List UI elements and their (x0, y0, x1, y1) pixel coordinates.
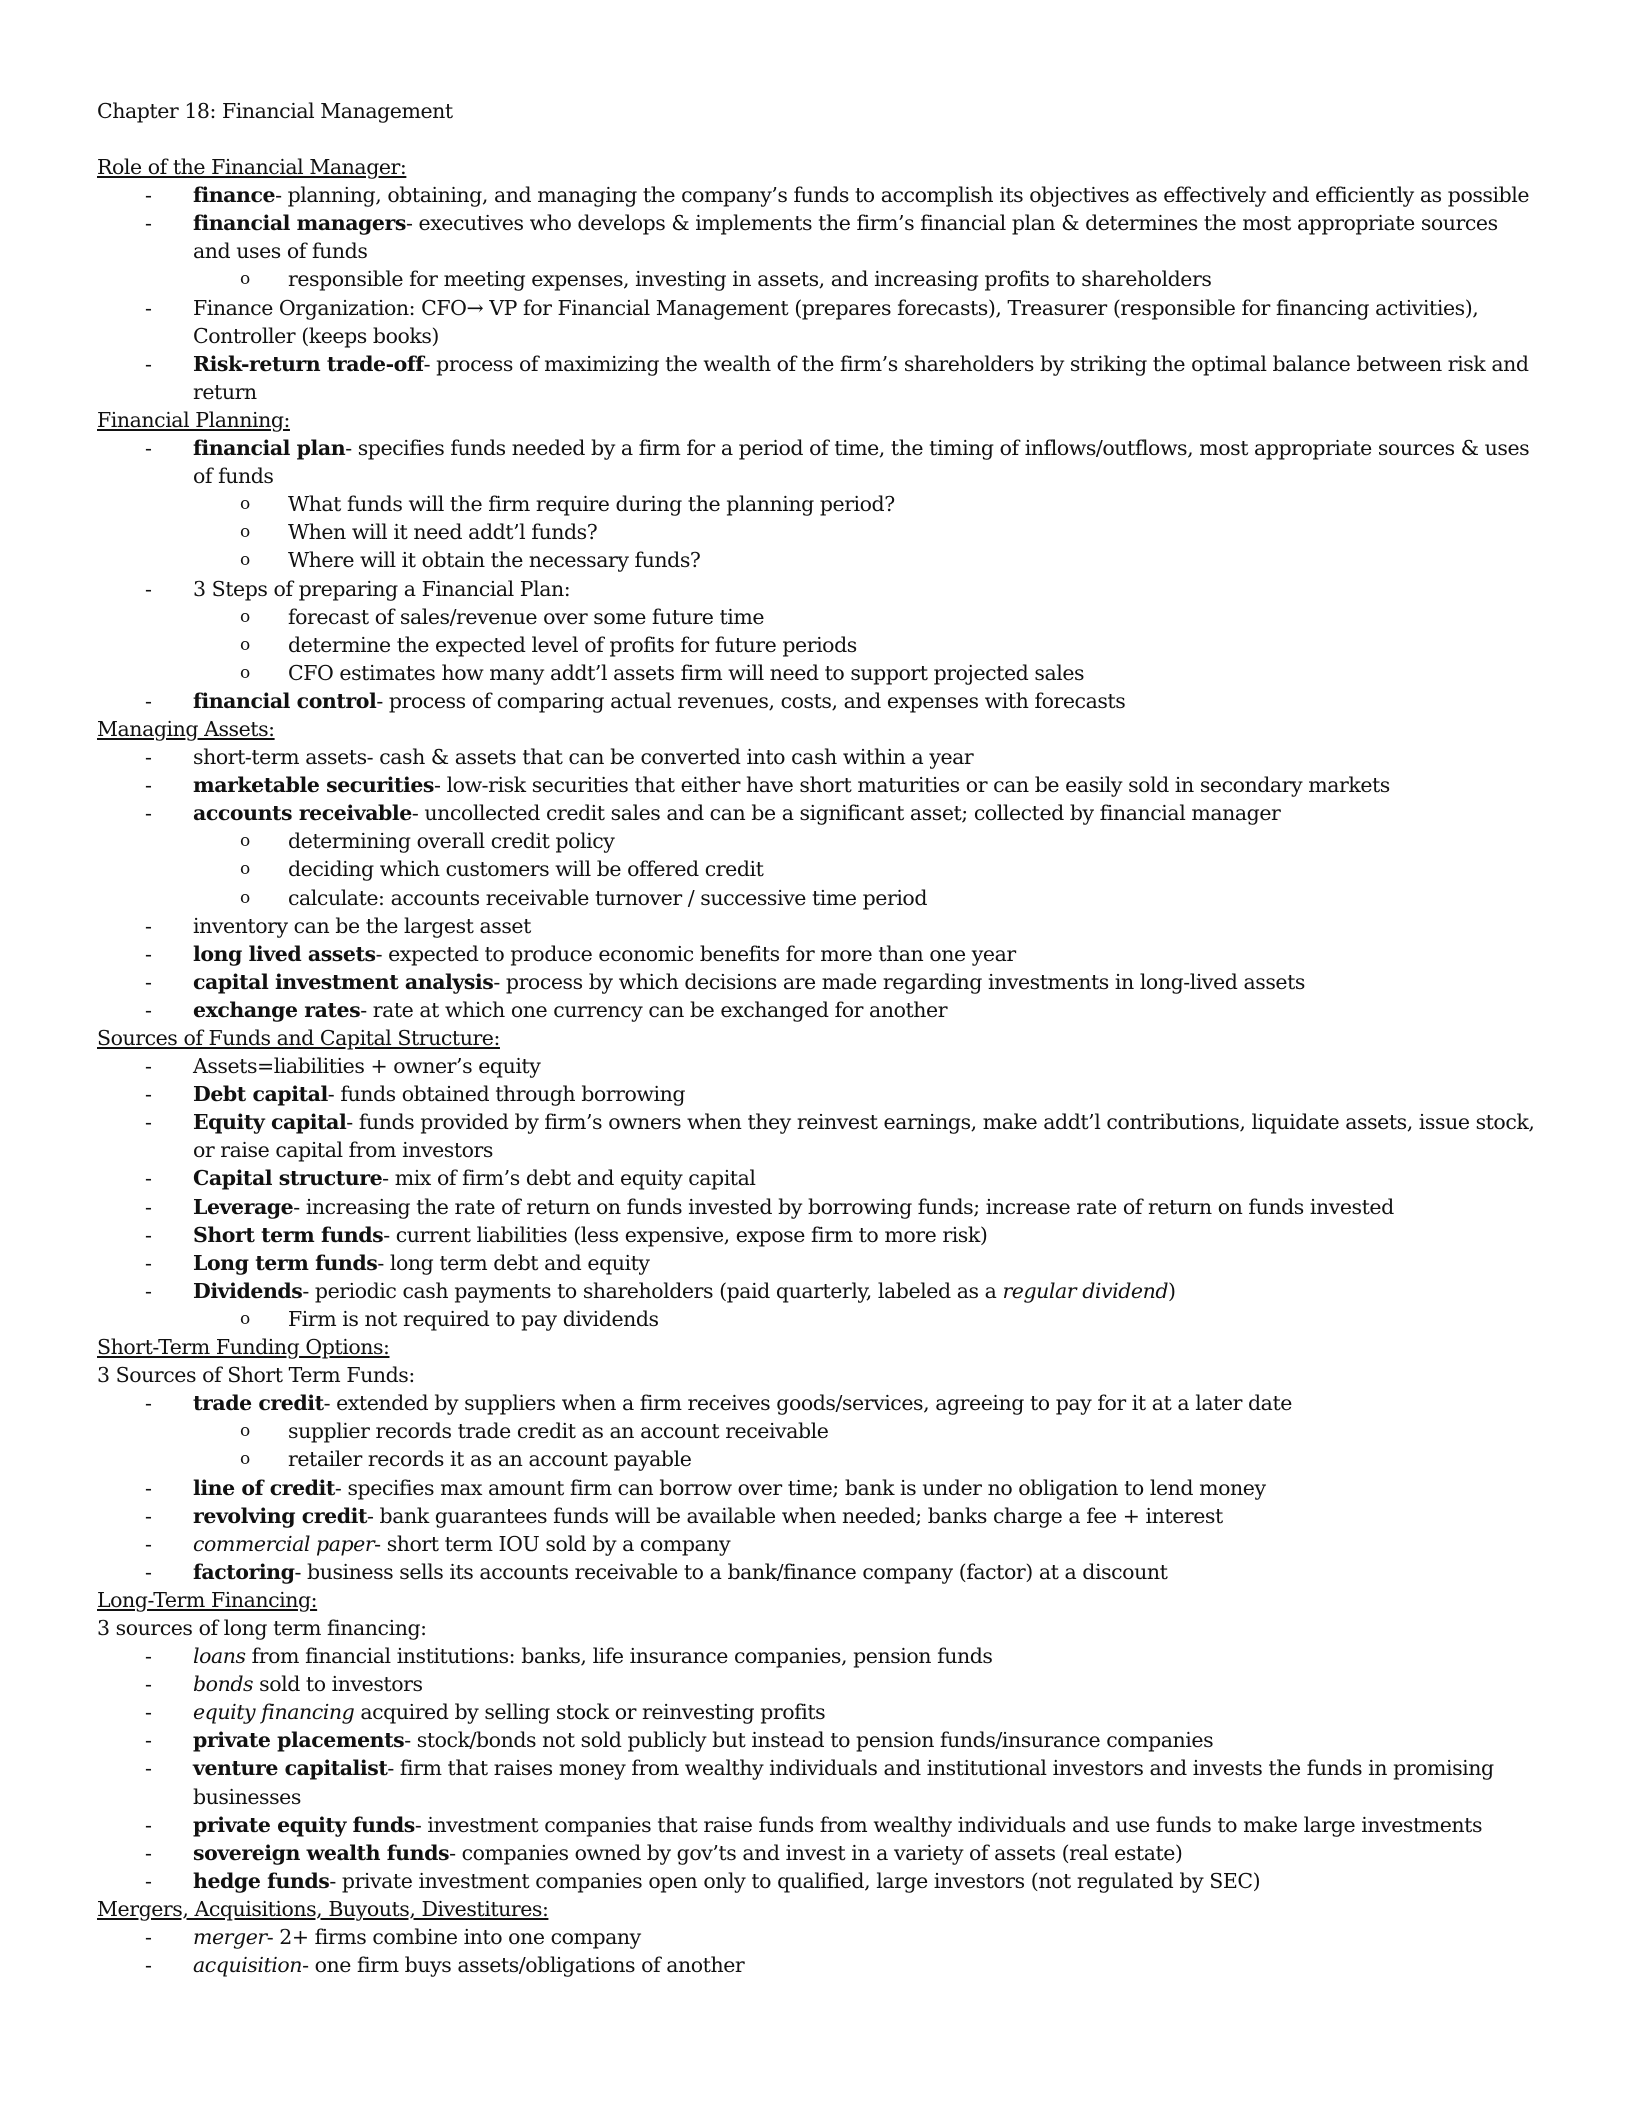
item-text: - 2+ firms combine into one company (266, 1925, 641, 1949)
bullet-list (97, 1389, 1540, 1586)
item-text: - funds provided by firm’s owners when they reinvest earnings, make addt’l contributions, liquidate assets, issue stock, or raise capital from investors (193, 1110, 1535, 1163)
item-text: - private investment companies open only to qualified, large investors (not regulated by SEC) (329, 1868, 1261, 1893)
sub-bullet-list (193, 1305, 1540, 1333)
item-text: - bank guarantees funds will be available when needed; banks charge a fee + interest (367, 1503, 1223, 1528)
dash-bullet-icon: - (145, 351, 152, 376)
section-heading: Mergers, Acquisitions, Buyouts, Divestitures: (97, 1896, 549, 1921)
dash-bullet-icon: - (145, 1559, 152, 1584)
sections-container (97, 153, 1540, 1979)
item-term: sovereign wealth funds (193, 1840, 450, 1865)
item-term: line of credit (193, 1475, 335, 1500)
item-text-after: ) (1168, 1278, 1176, 1303)
sub-list-item (97, 884, 1540, 912)
item-text: - one firm buys assets/obligations of another (302, 1953, 745, 1978)
dash-bullet-icon: - (145, 1531, 152, 1556)
item-term: revolving credit (193, 1503, 368, 1528)
dash-bullet-icon: - (145, 1054, 152, 1079)
item-text: - periodic cash payments to shareholders (paid quarterly, labeled as a (302, 1278, 1003, 1303)
item-text: - process of comparing actual revenues, costs, and expenses with forecasts (376, 688, 1126, 713)
dash-bullet-icon: - (145, 1222, 152, 1247)
item-term: Debt capital (193, 1082, 328, 1107)
dash-bullet-icon: - (145, 1475, 152, 1500)
sub-item-text: CFO estimates how many addt’l assets firm will need to support projected sales (288, 660, 1085, 685)
dash-bullet-icon: - (145, 1082, 152, 1107)
list-item (97, 1839, 1540, 1867)
item-term: Dividends (193, 1278, 303, 1303)
item-term: loans (193, 1644, 246, 1669)
section-heading: Role of the Financial Manager: (97, 155, 407, 180)
item-term: acquisition (193, 1953, 303, 1978)
section (97, 1024, 1540, 1333)
section (97, 715, 1540, 1024)
item-text: acquired by selling stock or reinvesting profits (354, 1700, 826, 1725)
list-item (97, 1642, 1540, 1670)
sub-item-text: What funds will the firm require during the planning period? (288, 492, 895, 517)
section (97, 1895, 1540, 1979)
list-item (97, 1502, 1540, 1530)
item-text: - long term debt and equity (377, 1250, 650, 1275)
circle-bullet-icon: o (240, 1449, 250, 1470)
list-item (97, 1108, 1540, 1164)
item-text: - increasing the rate of return on funds invested by borrowing funds; increase rate of return on funds invested (293, 1194, 1394, 1219)
item-term: finance (193, 183, 276, 208)
item-term: marketable securities (193, 773, 435, 798)
dash-bullet-icon: - (145, 688, 152, 713)
list-item (97, 181, 1540, 209)
sub-list-item (97, 1445, 1540, 1473)
circle-bullet-icon: o (240, 522, 250, 543)
item-text: - mix of firm’s debt and equity capital (382, 1166, 756, 1191)
list-item (97, 912, 1540, 940)
item-text: Assets=liabilities + owner’s equity (193, 1054, 541, 1079)
list-item (97, 799, 1540, 911)
item-italic-text: regular dividend (1002, 1278, 1169, 1303)
dash-bullet-icon: - (145, 801, 152, 826)
item-text: - specifies funds needed by a firm for a period of time, the timing of inflows/outflows, most appropriate sources & uses of funds (193, 436, 1530, 489)
item-text: - low-risk securities that either have short maturities or can be easily sold in secondary markets (434, 773, 1390, 798)
bullet-list (97, 743, 1540, 1024)
bullet-list (97, 434, 1540, 715)
sub-item-text: calculate: accounts receivable turnover / successive time period (288, 885, 927, 910)
item-term: financial managers (193, 211, 406, 236)
item-text: short-term assets- cash & assets that can be converted into cash within a year (193, 745, 974, 770)
dash-bullet-icon: - (145, 1728, 152, 1753)
item-term: Leverage (193, 1194, 294, 1219)
dash-bullet-icon: - (145, 211, 152, 236)
item-term: equity financing (193, 1700, 355, 1725)
item-text: inventory can be the largest asset (193, 913, 531, 938)
item-term: financial control (193, 688, 377, 713)
list-item (97, 1698, 1540, 1726)
dash-bullet-icon: - (145, 1672, 152, 1697)
list-item (97, 434, 1540, 574)
list-item (97, 1277, 1540, 1333)
circle-bullet-icon: o (240, 887, 250, 908)
item-text: - investment companies that raise funds from wealthy individuals and use funds to make large investments (414, 1812, 1483, 1837)
item-term: financial plan (193, 436, 346, 461)
sub-bullet-list (193, 265, 1540, 293)
section-heading: Managing Assets: (97, 716, 275, 741)
circle-bullet-icon: o (240, 662, 250, 683)
item-text: - rate at which one currency can be exchanged for another (360, 997, 948, 1022)
list-item (97, 575, 1540, 687)
dash-bullet-icon: - (145, 183, 152, 208)
dash-bullet-icon: - (145, 913, 152, 938)
item-text: from financial institutions: banks, life insurance companies, pension funds (245, 1644, 993, 1669)
list-item (97, 1670, 1540, 1698)
bullet-list (97, 1642, 1540, 1895)
item-term: Long term funds (193, 1250, 378, 1275)
list-item (97, 294, 1540, 350)
sub-list-item (97, 659, 1540, 687)
section (97, 153, 1540, 406)
item-text: - process by which decisions are made regarding investments in long-lived assets (493, 969, 1305, 994)
item-text: - specifies max amount firm can borrow over time; bank is under no obligation to lend money (334, 1475, 1266, 1500)
item-term: factoring (193, 1559, 295, 1584)
item-text: - process of maximizing the wealth of the firm’s shareholders by striking the optimal balance between risk and return (193, 351, 1529, 404)
dash-bullet-icon: - (145, 969, 152, 994)
item-text: Finance Organization: CFO→ VP for Financial Management (prepares forecasts), Treasurer (responsible for financing activities), Controller (keeps books) (193, 295, 1479, 348)
item-term: bonds (193, 1672, 254, 1697)
circle-bullet-icon: o (240, 1421, 250, 1442)
dash-bullet-icon: - (145, 997, 152, 1022)
section-intro: 3 Sources of Short Term Funds: (97, 1363, 415, 1388)
sub-item-text: Where will it obtain the necessary funds? (288, 548, 701, 573)
list-item (97, 1726, 1540, 1754)
item-term: hedge funds (193, 1868, 330, 1893)
item-term: long lived assets (193, 941, 376, 966)
item-text: - current liabilities (less expensive, expose firm to more risk) (383, 1222, 988, 1247)
item-text: - executives who develops & implements the firm’s financial plan & determines the most appropriate sources and uses of funds (193, 211, 1498, 264)
sub-list-item (97, 265, 1540, 293)
dash-bullet-icon: - (145, 576, 152, 601)
dash-bullet-icon: - (145, 1925, 152, 1949)
sub-item-text: deciding which customers will be offered credit (288, 857, 764, 882)
list-item (97, 1867, 1540, 1895)
list-item (97, 1221, 1540, 1249)
item-text: - stock/bonds not sold publicly but instead to pension funds/insurance companies (404, 1728, 1214, 1753)
item-text: - uncollected credit sales and can be a significant asset; collected by financial manager (411, 801, 1281, 826)
item-text: - companies owned by gov’ts and invest in a variety of assets (real estate) (449, 1840, 1183, 1865)
section (97, 1333, 1540, 1586)
dash-bullet-icon: - (145, 1110, 152, 1135)
list-item (97, 1052, 1540, 1080)
sub-item-text: supplier records trade credit as an account receivable (288, 1419, 829, 1444)
dash-bullet-icon: - (145, 1278, 152, 1303)
item-term: Short term funds (193, 1222, 384, 1247)
sub-item-text: forecast of sales/revenue over some future time (288, 604, 765, 629)
sub-list-item (97, 1417, 1540, 1445)
dash-bullet-icon: - (145, 1700, 152, 1725)
item-text: - short term IOU sold by a company (374, 1531, 731, 1556)
circle-bullet-icon: o (240, 1308, 250, 1329)
sub-bullet-list (193, 827, 1540, 911)
list-item (97, 968, 1540, 996)
dash-bullet-icon: - (145, 1812, 152, 1837)
item-term: Equity capital (193, 1110, 347, 1135)
circle-bullet-icon: o (240, 606, 250, 627)
section-heading: Financial Planning: (97, 407, 290, 432)
sub-list-item (97, 631, 1540, 659)
dash-bullet-icon: - (145, 1840, 152, 1865)
item-text: - extended by suppliers when a firm receives goods/services, agreeing to pay for it at a later date (323, 1391, 1292, 1416)
list-item (97, 1951, 1540, 1979)
dash-bullet-icon: - (145, 1868, 152, 1893)
item-term: private placements (193, 1728, 405, 1753)
sub-list-item (97, 855, 1540, 883)
dash-bullet-icon: - (145, 1391, 152, 1416)
sub-list-item (97, 603, 1540, 631)
list-item (97, 1923, 1540, 1951)
dash-bullet-icon: - (145, 1194, 152, 1219)
item-text: - expected to produce economic benefits for more than one year (375, 941, 1016, 966)
bullet-list (97, 1052, 1540, 1333)
dash-bullet-icon: - (145, 1166, 152, 1191)
list-item (97, 1080, 1540, 1108)
item-term: accounts receivable (193, 801, 412, 826)
list-item (97, 1558, 1540, 1586)
sub-bullet-list (193, 1417, 1540, 1473)
bullet-list (97, 181, 1540, 406)
list-item (97, 350, 1540, 406)
section-heading: Long-Term Financing: (97, 1587, 318, 1612)
item-term: commercial paper (193, 1531, 375, 1556)
list-item (97, 687, 1540, 715)
sub-item-text: responsible for meeting expenses, investing in assets, and increasing profits to shareholders (288, 267, 1212, 292)
section-heading: Sources of Funds and Capital Structure: (97, 1026, 500, 1050)
item-text: - funds obtained through borrowing (327, 1082, 686, 1107)
dash-bullet-icon: - (145, 773, 152, 798)
circle-bullet-icon: o (240, 831, 250, 852)
dash-bullet-icon: - (145, 436, 152, 461)
sub-bullet-list (193, 490, 1540, 574)
dash-bullet-icon: - (145, 1644, 152, 1669)
list-item (97, 1530, 1540, 1558)
circle-bullet-icon: o (240, 494, 250, 515)
dash-bullet-icon: - (145, 1503, 152, 1528)
list-item (97, 1474, 1540, 1502)
list-item (97, 1249, 1540, 1277)
sub-list-item (97, 490, 1540, 518)
sub-item-text: When will it need addt’l funds? (288, 520, 598, 545)
list-item (97, 1389, 1540, 1473)
list-item (97, 996, 1540, 1024)
item-term: Risk-return trade-off (193, 351, 424, 376)
section (97, 1586, 1540, 1895)
item-text: sold to investors (253, 1672, 423, 1697)
dash-bullet-icon: - (145, 941, 152, 966)
item-term: merger (193, 1925, 267, 1949)
list-item (97, 1811, 1540, 1839)
circle-bullet-icon: o (240, 634, 250, 655)
item-term: venture capitalist (193, 1756, 388, 1781)
section-intro: 3 sources of long term financing: (97, 1615, 427, 1640)
circle-bullet-icon: o (240, 269, 250, 290)
page-title: Chapter 18: Financial Management (97, 99, 453, 123)
item-term: capital investment analysis (193, 969, 494, 994)
sub-list-item (97, 827, 1540, 855)
dash-bullet-icon: - (145, 745, 152, 770)
sub-list-item (97, 518, 1540, 546)
sub-item-text: retailer records it as an account payable (288, 1447, 692, 1472)
sub-item-text: determine the expected level of profits for future periods (288, 632, 857, 657)
list-item (97, 1164, 1540, 1192)
dash-bullet-icon: - (145, 1250, 152, 1275)
circle-bullet-icon: o (240, 550, 250, 571)
sub-list-item (97, 1305, 1540, 1333)
sub-item-text: Firm is not required to pay dividends (288, 1306, 659, 1331)
list-item (97, 1754, 1540, 1810)
circle-bullet-icon: o (240, 859, 250, 880)
list-item (97, 771, 1540, 799)
bullet-list (97, 1923, 1540, 1979)
section-heading: Short-Term Funding Options: (97, 1335, 390, 1360)
item-term: trade credit (193, 1391, 324, 1416)
sub-list-item (97, 546, 1540, 574)
list-item (97, 209, 1540, 293)
item-term: exchange rates (193, 997, 361, 1022)
item-term: private equity funds (193, 1812, 415, 1837)
item-text: 3 Steps of preparing a Financial Plan: (193, 576, 571, 601)
list-item (97, 743, 1540, 771)
list-item (97, 1193, 1540, 1221)
item-text: - planning, obtaining, and managing the company’s funds to accomplish its objectives as effectively and efficiently as possible (275, 183, 1530, 208)
section (97, 406, 1540, 715)
sub-item-text: determining overall credit policy (288, 829, 615, 854)
item-text: - business sells its accounts receivable to a bank/finance company (factor) at a discount (294, 1559, 1168, 1584)
list-item (97, 940, 1540, 968)
item-text: - firm that raises money from wealthy individuals and institutional investors and invests the funds in promising businesses (193, 1756, 1494, 1809)
dash-bullet-icon: - (145, 295, 152, 320)
dash-bullet-icon: - (145, 1756, 152, 1781)
sub-bullet-list (193, 603, 1540, 687)
item-term: Capital structure (193, 1166, 383, 1191)
dash-bullet-icon: - (145, 1953, 152, 1978)
